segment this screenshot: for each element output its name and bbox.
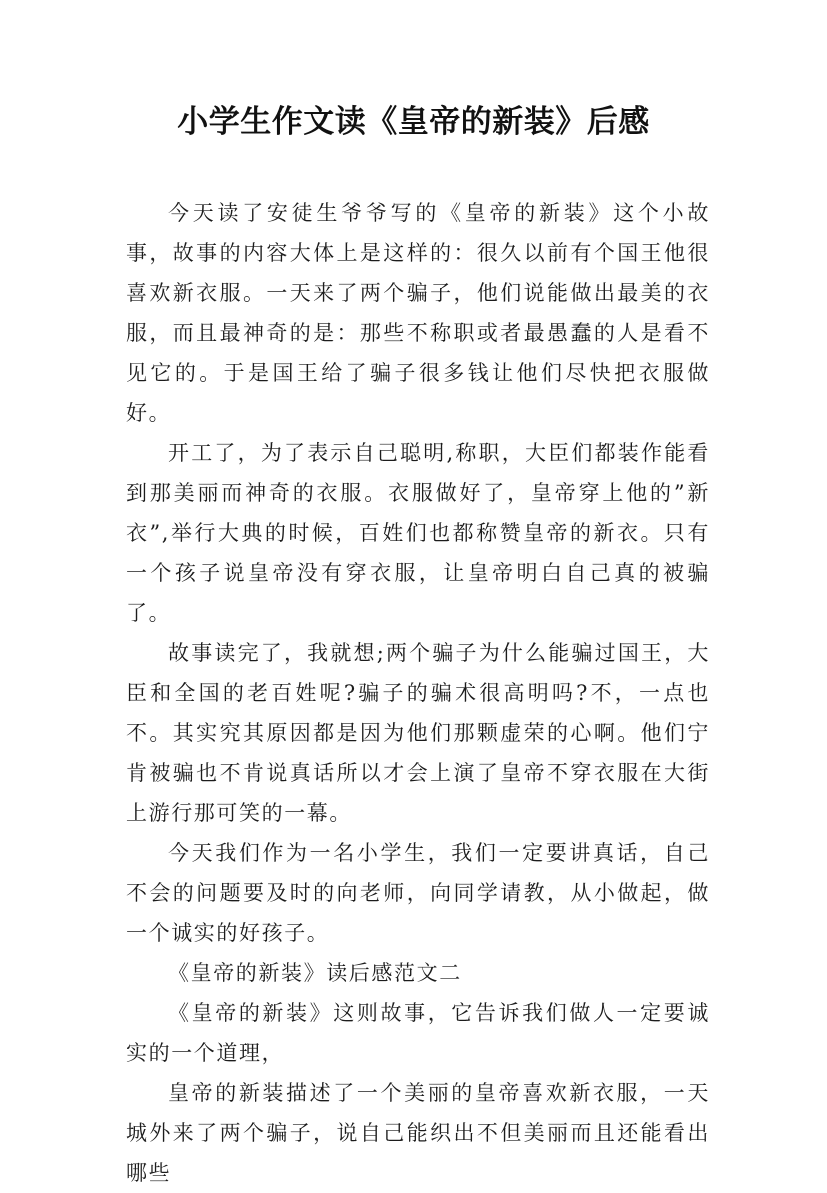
paragraph-6: 皇帝的新装描述了一个美丽的皇帝喜欢新衣服，一天城外来了两个骗子，说自己能织出不但美丽而且还能看出哪些 [126,1081,710,1185]
paragraph-1: 今天读了安徒生爷爷写的《皇帝的新装》这个小故事，故事的内容大体上是这样的：很久以前有个国王他很喜欢新衣服。一天来了两个骗子，他们说能做出最美的衣服，而且最神奇的是：那些不称职或者最愚蠢的人是看不见它的。于是国王给了骗子很多钱让他们尽快把衣服做好。 [126,201,710,425]
paragraph-4: 今天我们作为一名小学生，我们一定要讲真话，自己不会的问题要及时的向老师，向同学请教，从小做起，做一个诚实的好孩子。 [126,841,710,945]
paragraph-2: 开工了，为了表示自己聪明,称职，大臣们都装作能看到那美丽而神奇的衣服。衣服做好了，皇帝穿上他的”新衣”,举行大典的时候，百姓们也都称赞皇帝的新衣。只有一个孩子说皇帝没有穿衣服，让皇帝明白自己真的被骗了。 [126,441,710,625]
document-title: 小学生作文读《皇帝的新装》后感 [177,104,650,140]
paragraph-3: 故事读完了，我就想;两个骗子为什么能骗过国王，大臣和全国的老百姓呢?骗子的骗术很高明吗?不，一点也不。其实究其原因都是因为他们那颗虚荣的心啊。他们宁肯被骗也不肯说真话所以才会上演了皇帝不穿衣服在大街上游行那可笑的一幕。 [126,641,710,825]
section-heading: 《皇帝的新装》读后感范文二 [168,961,462,985]
paragraph-5: 《皇帝的新装》这则故事，它告诉我们做人一定要诚实的一个道理， [126,1001,710,1065]
document-body [126,193,710,1193]
